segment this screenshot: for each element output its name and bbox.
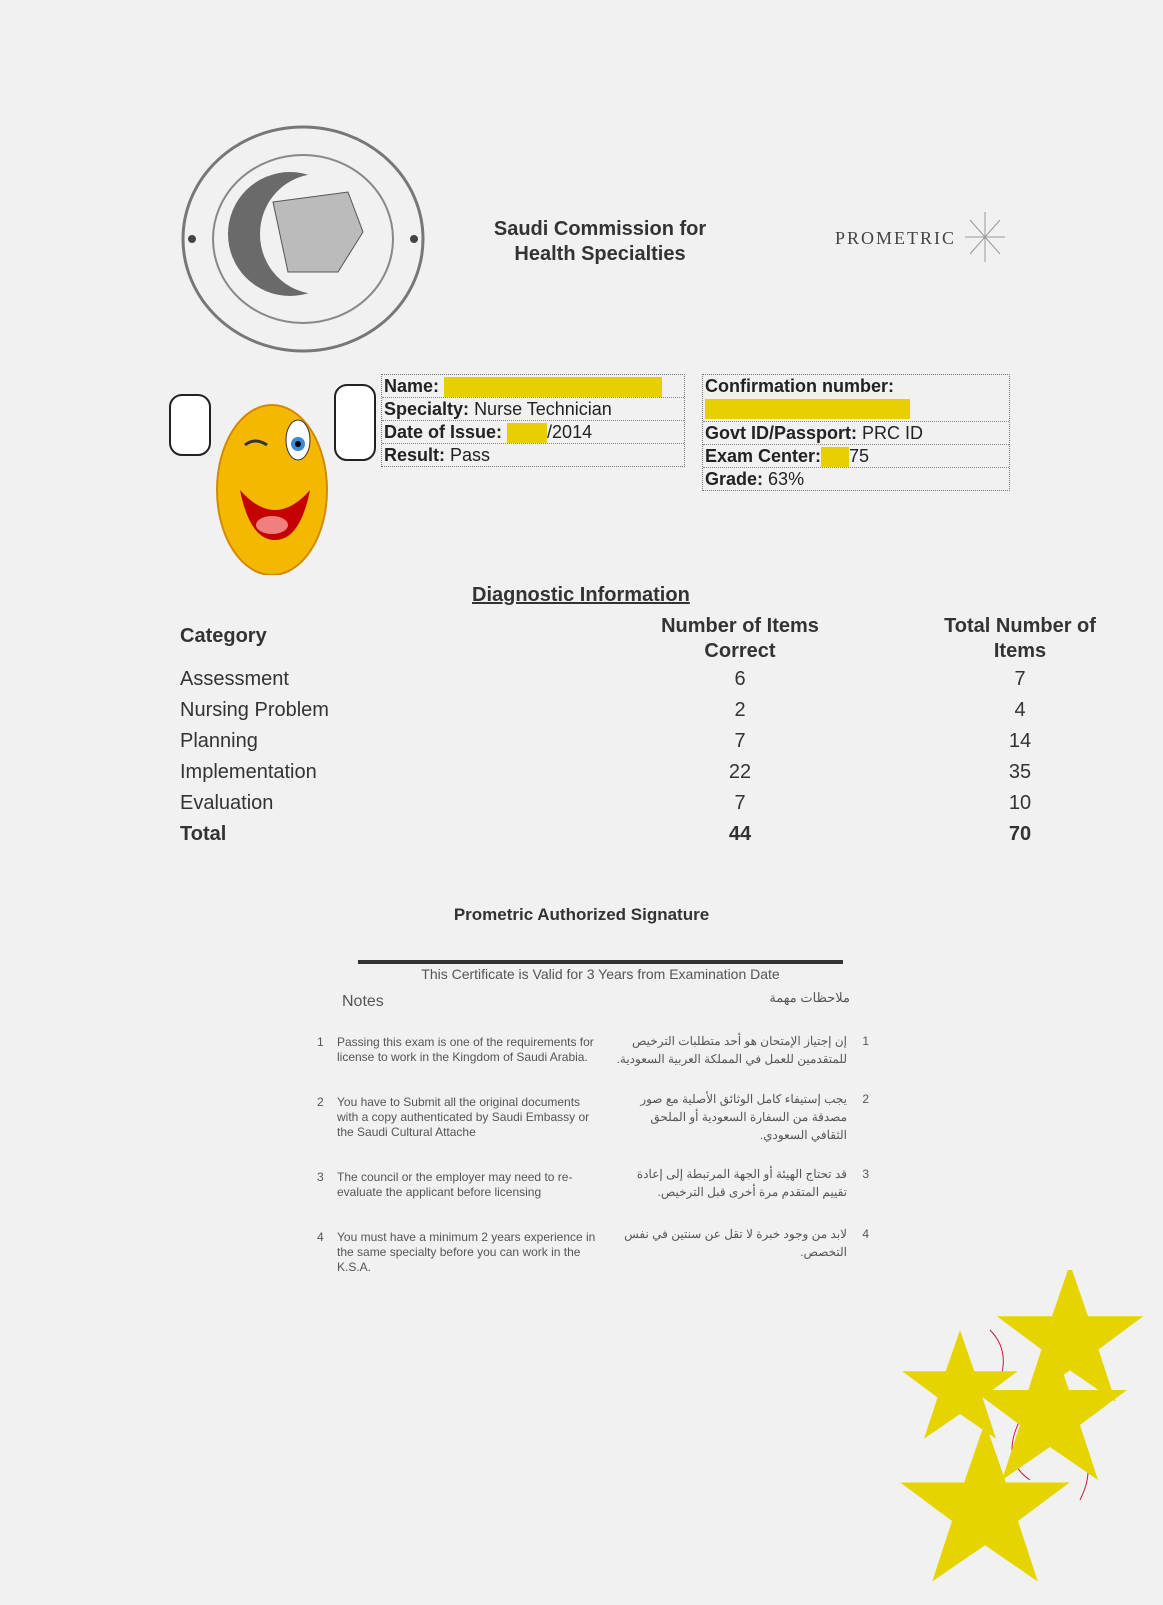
signature-label: Prometric Authorized Signature	[453, 905, 710, 924]
exam-center-row	[703, 445, 1009, 468]
notes-title-arabic: ملاحظات مهمة	[769, 990, 850, 1005]
note-item-arabic: 4 لابد من وجود خبرة لا تقل عن سنتين في نفس التخصص.	[624, 1227, 869, 1259]
header-category: Category	[180, 624, 267, 647]
table-row	[180, 695, 1140, 726]
table-row	[180, 757, 1140, 788]
exam-center-value: 75	[849, 446, 870, 466]
note-item: 4 You must have a minimum 2 years experience in the same specialty before you can work in the K.S.A.	[317, 1230, 596, 1274]
confirmation-row	[703, 375, 1009, 422]
govt-id-value: PRC ID	[862, 423, 924, 443]
date-redacted	[507, 423, 547, 443]
correct-cell: 22	[728, 761, 752, 783]
name-redacted	[444, 377, 662, 397]
category-cell: Evaluation	[180, 792, 274, 814]
total-cell: 4	[1014, 699, 1026, 721]
prometric-logo: PROMETRIC	[835, 228, 957, 248]
confirmation-redacted	[705, 399, 910, 419]
table-row	[180, 664, 1140, 695]
total-row	[180, 819, 1140, 850]
table-row	[180, 788, 1140, 819]
total-cell: 10	[1008, 792, 1032, 814]
name-label: Name:	[384, 376, 440, 396]
date-row	[382, 421, 684, 444]
exam-info-box	[702, 374, 1010, 491]
signature-line	[358, 960, 843, 964]
note-item: 2 You have to Submit all the original documents with a copy authenticated by Saudi Embassy or the Saudi Cultural Attache	[317, 1095, 590, 1139]
note-item-arabic: 1 إن إجتياز الإمتحان هو أحد متطلبات الترخيص للمتقدمين للعمل في المملكة العربية السعودية.	[616, 1034, 869, 1066]
category-cell: Assessment	[180, 668, 289, 690]
header-correct: Number of Items Correct	[661, 615, 819, 662]
total-cell: 7	[1014, 668, 1026, 690]
category-cell: Implementation	[180, 761, 317, 783]
header-total: Total Number of Items	[944, 615, 1096, 662]
table-row	[180, 726, 1140, 757]
govt-id-row	[703, 422, 1009, 445]
center-redacted	[821, 447, 849, 467]
grade-label: Grade:	[705, 469, 764, 489]
total-cell: 14	[1008, 730, 1032, 752]
scfhs-seal-logo	[178, 122, 428, 357]
candidate-info-box	[381, 374, 685, 467]
specialty-value: Nurse Technician	[474, 399, 612, 419]
diagnostic-title: Diagnostic Information	[472, 584, 690, 606]
category-cell: Planning	[180, 730, 258, 752]
name-row	[382, 375, 684, 398]
result-label: Result:	[384, 445, 446, 465]
note-item-arabic: 3 قد تحتاج الهيئة أو الجهة المرتبطة إلى إعادة تقييم المتقدم مرة أخرى قبل الترخيص.	[636, 1167, 869, 1199]
diagnostic-table	[180, 608, 1140, 850]
result-value: Pass	[450, 445, 491, 465]
correct-cell: 7	[734, 730, 746, 752]
govt-id-label: Govt ID/Passport:	[705, 423, 858, 443]
specialty-label: Specialty:	[384, 399, 470, 419]
total-label: Total	[180, 823, 227, 845]
correct-cell: 2	[734, 699, 746, 721]
total-items: 70	[1008, 823, 1032, 845]
notes-title: Notes	[342, 993, 384, 1010]
note-item-arabic: 2 يجب إستيفاء كامل الوثائق الأصلية مع صور مصدقة من السفارة السعودية أو الملحق الثقافي السعودي.	[640, 1092, 869, 1142]
result-row	[382, 444, 684, 466]
star-decorations	[900, 1270, 1163, 1600]
confirmation-label: Confirmation number:	[705, 376, 894, 396]
category-cell: Nursing Problem	[180, 699, 329, 721]
correct-cell: 6	[734, 668, 746, 690]
total-correct: 44	[728, 823, 752, 845]
date-label: Date of Issue:	[384, 422, 503, 442]
thumbs-up-wink-emoji	[160, 360, 385, 575]
exam-center-label: Exam Center:	[705, 446, 822, 466]
prometric-star-icon	[965, 212, 1005, 262]
note-item: 3 The council or the employer may need to re-evaluate the applicant before licensing	[317, 1170, 573, 1199]
grade-value: 63%	[768, 469, 805, 489]
grade-row	[703, 468, 1009, 490]
correct-cell: 7	[734, 792, 746, 814]
star-icon	[997, 1270, 1143, 1402]
note-item: 1 Passing this exam is one of the requirements for license to work in the Kingdom of Saudi Arabia.	[317, 1035, 594, 1064]
validity-text: This Certificate is Valid for 3 Years from Examination Date	[421, 966, 780, 982]
specialty-row	[382, 398, 684, 421]
page-title: Saudi Commission for Health Specialties	[493, 218, 707, 265]
total-cell: 35	[1008, 761, 1032, 783]
date-value: /2014	[547, 422, 593, 442]
